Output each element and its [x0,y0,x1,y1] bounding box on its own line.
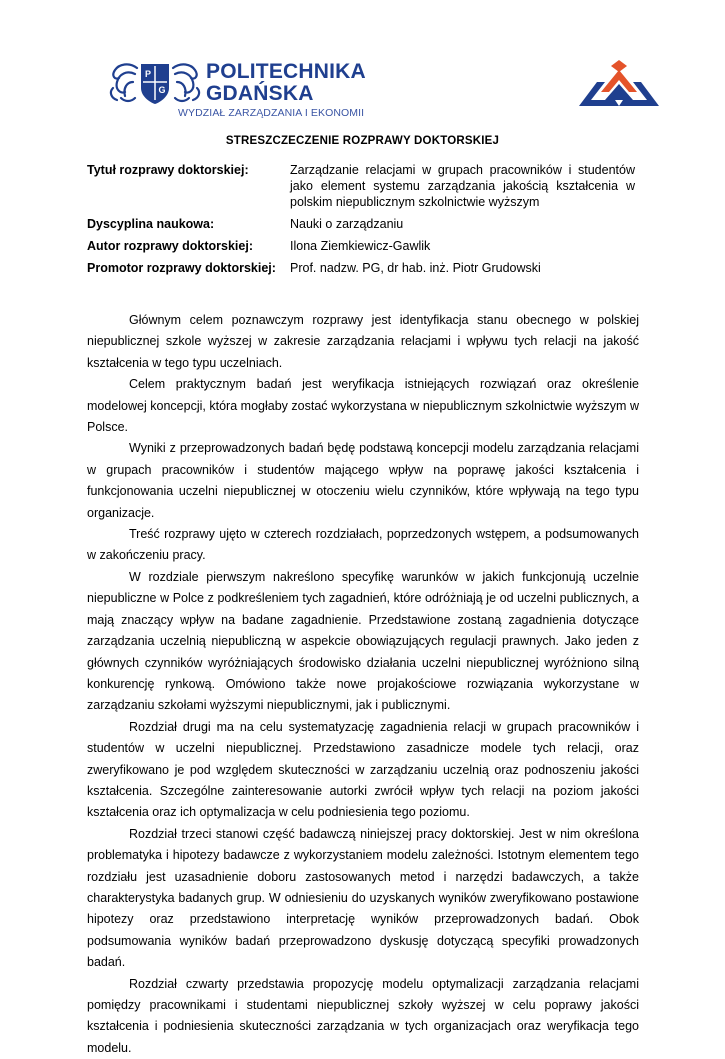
meta-value: Prof. nadzw. PG, dr hab. inż. Piotr Grudowski [290,261,541,275]
faculty-name: WYDZIAŁ ZARZĄDZANIA I EKONOMII [178,107,365,119]
university-name-line2: GDAŃSKA [206,82,314,105]
paragraph: Głównym celem poznawczym rozprawy jest identyfikacja stanu obecnego w polskiej niepublicznej szkole wyższej w zakresie zarządzania relacjami i wpływu tych relacji na jakość kształcenia w tego typu uczelniach. [87,313,639,370]
paragraph: Rozdział drugi ma na celu systematyzację zagadnienia relacji w grupach pracowników i studentów w uczelni niepublicznej. Przedstawiono zasadnicze modele tych relacji, oraz zweryfikowano je pod względem skuteczności w zarządzaniu uczelnią oraz podnoszeniu jakości kształcenia. Szczególne zainteresowanie autorki zwrócił wpływ tych relacji na poziom jakości kształcenia oraz ich optymalizacja w celu podniesienia tego poziomu. [87,719,639,820]
meta-row-title [87,162,647,210]
meta-label: Dyscyplina naukowa: [87,217,215,231]
paragraph: Celem praktycznym badań jest weryfikacja istniejących rozwiązań oraz określenie modelowej koncepcji, która mogłaby zostać wykorzystana w niepublicznym szkolnictwie wyższym w Polsce. [87,377,639,435]
paragraph: Rozdział czwarty przedstawia propozycję modelu optymalizacji zarządzania relacjami pomiędzy pracownikami i studentami niepublicznej szkoły wyższej w celu poprawy jakości kształcenia i podniesienia skuteczności zarządzania w tych organizacjach oraz weryfikacja tego modelu. [87,976,639,1055]
thesis-metadata [87,162,647,282]
svg-text:G: G [158,85,166,95]
meta-value: Zarządzanie relacjami w grupach pracowników i studentów jako element systemu zarządzania jakością kształcenia w polskim niepublicznym szkolnictwie wyższym [290,163,635,209]
paragraph: Treść rozprawy ujęto w czterech rozdziałach, poprzedzonych wstępem, a podsumowanych w zakończeniu pracy. [87,527,639,563]
meta-label: Tytuł rozprawy doktorskiej: [87,163,249,177]
meta-value: Nauki o zarządzaniu [290,217,404,231]
paragraph: Wyniki z przeprowadzonych badań będę podstawą koncepcji modelu zarządzania relacjami w grupach pracowników i studentów mającego wpływ na poprawę jakości kształcenia i funkcjonowania uczelni niepublicznej w otoczeniu wielu czynników, które wpływają na tego typu organizacje. [87,441,639,520]
meta-row-discipline [87,216,647,232]
meta-label: Autor rozprawy doktorskiej: [87,239,253,253]
university-name [206,61,366,105]
gdansk-tech-crest-icon [107,58,203,106]
abstract-body [87,310,639,1059]
meta-value: Ilona Ziemkiewicz-Gawlik [290,239,431,253]
meta-label: Promotor rozprawy doktorskiej: [87,261,276,275]
meta-row-supervisor [87,260,647,276]
document-title: STRESZCZECZENIE ROZPRAWY DOKTORSKIEJ [225,135,500,147]
paragraph: Rozdział trzeci stanowi część badawczą niniejszej pracy doktorskiej. Jest w nim określona problematyka i hipotezy badawcze z wykorzystaniem modelu zależności. Istotnym elementem tego rozdziału jest uzasadnienie doboru zastosowanych metod i narzędzi badawczych, a także charakterystyka badanych grup. W odniesieniu do uzyskanych wyników zweryfikowano postawione hipotezy oraz przedstawiono interpretację wyników przeprowadzonych badań. Obok podsumowania wyników badań przeprowadzono dyskusję dotyczącą specyfiki prowadzonych badań. [87,826,639,970]
svg-text:P: P [144,69,152,79]
meta-row-author [87,238,647,254]
faculty-triangle-logo-icon [575,60,663,108]
university-name-line1: POLITECHNIKA [206,60,366,83]
paragraph: W rozdziale pierwszym nakreślono specyfikę warunków w jakich funkcjonują uczelnie niepubliczne w Polce z podkreśleniem tych zagadnień, które odróżniają je od uczelni publicznych, a mają znaczący wpływ na badane zagadnienie. Przedstawione zostaną zagadnienia dotyczące zarządzania uczelnią niepubliczną w aspekcie obowiązujących regulacji prawnych. Jako jeden z głównych czynników wyróżniających środowisko działania uczelni niepublicznej wyróżniono silną konkurencję rynkową. Omówiono także nowe projakościowe rozwiązania wykorzystane w zarządzaniu szkołami wyższymi niepublicznymi, jak i publicznymi. [87,569,639,713]
